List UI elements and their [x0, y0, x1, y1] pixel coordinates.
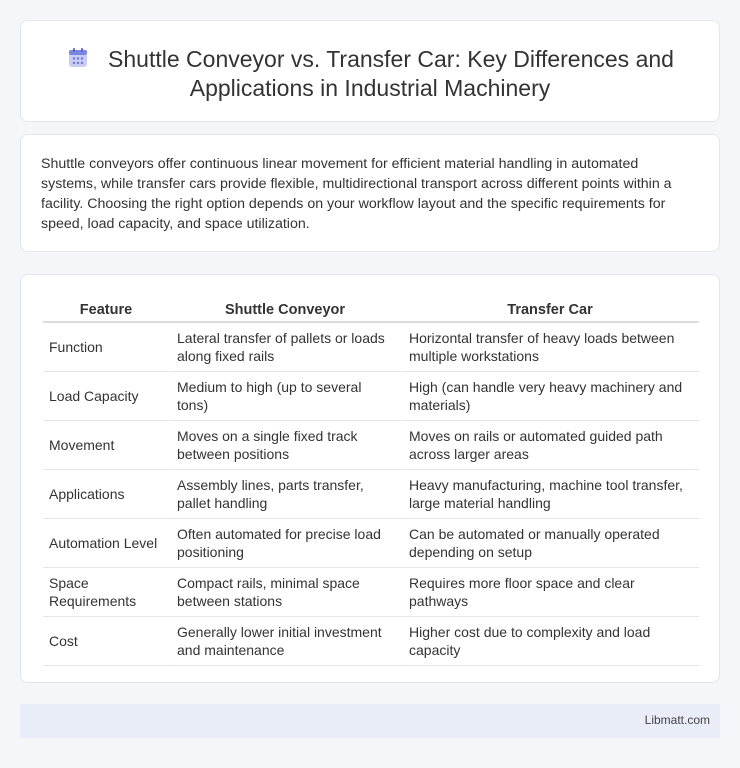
intro-card: [20, 134, 720, 252]
row-feature: Cost: [43, 617, 169, 666]
row-shuttle-conveyor: Often automated for precise load positioning: [169, 519, 401, 568]
row-shuttle-conveyor: Lateral transfer of pallets or loads along fixed rails: [169, 323, 401, 372]
header-shuttle-conveyor: Shuttle Conveyor: [169, 297, 401, 323]
row-feature: Movement: [43, 421, 169, 470]
table-row: [43, 323, 699, 372]
row-shuttle-conveyor: Assembly lines, parts transfer, pallet handling: [169, 470, 401, 519]
calendar-grid-icon: [66, 46, 90, 70]
header-transfer-car: Transfer Car: [401, 297, 699, 323]
row-feature: Applications: [43, 470, 169, 519]
row-transfer-car: Higher cost due to complexity and load capacity: [401, 617, 699, 666]
table-row: [43, 568, 699, 617]
row-feature: Space Requirements: [43, 568, 169, 617]
row-transfer-car: High (can handle very heavy machinery and materials): [401, 372, 699, 421]
row-transfer-car: Requires more floor space and clear pathways: [401, 568, 699, 617]
table-row: [43, 372, 699, 421]
row-shuttle-conveyor: Compact rails, minimal space between stations: [169, 568, 401, 617]
comparison-table: [43, 297, 699, 666]
title-card: [20, 20, 720, 122]
table-card: [20, 274, 720, 683]
row-shuttle-conveyor: Moves on a single fixed track between positions: [169, 421, 401, 470]
table-header-row: [43, 297, 699, 323]
header-feature: Feature: [43, 297, 169, 323]
table-row: [43, 470, 699, 519]
row-feature: Load Capacity: [43, 372, 169, 421]
row-feature: Automation Level: [43, 519, 169, 568]
table-row: [43, 617, 699, 666]
row-shuttle-conveyor: Medium to high (up to several tons): [169, 372, 401, 421]
intro-paragraph: Shuttle conveyors offer continuous linear movement for efficient material handling in automated systems, while transfer cars provide flexible, multidirectional transport across different points within a facility. Choosing the right option depends on your workflow layout and the specific requirements for speed, load capacity, and space utilization.: [41, 156, 672, 232]
row-transfer-car: Horizontal transfer of heavy loads between multiple workstations: [401, 323, 699, 372]
page-title: Shuttle Conveyor vs. Transfer Car: Key Differences and Applications in Industrial Machinery: [108, 46, 674, 101]
table-row: [43, 519, 699, 568]
row-feature: Function: [43, 323, 169, 372]
row-transfer-car: Moves on rails or automated guided path across larger areas: [401, 421, 699, 470]
page-title-wrap: [21, 45, 719, 103]
row-transfer-car: Heavy manufacturing, machine tool transfer, large material handling: [401, 470, 699, 519]
footer-bar: [20, 704, 720, 738]
table-row: [43, 421, 699, 470]
footer-site-link[interactable]: Libmatt.com: [644, 713, 710, 727]
row-transfer-car: Can be automated or manually operated depending on setup: [401, 519, 699, 568]
row-shuttle-conveyor: Generally lower initial investment and maintenance: [169, 617, 401, 666]
